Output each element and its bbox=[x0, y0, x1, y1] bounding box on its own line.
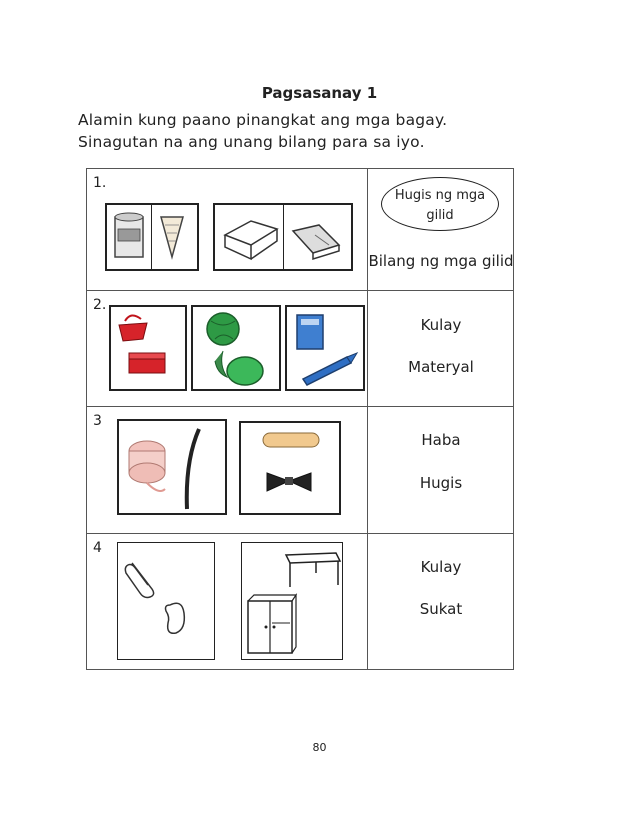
attribute-cell-4 bbox=[368, 534, 514, 670]
picture-green-objects bbox=[191, 305, 281, 391]
answer-oval: Hugis ng mga gilid bbox=[381, 177, 499, 231]
attribute-2: Hugis bbox=[419, 474, 463, 492]
can-and-cone-image bbox=[107, 205, 197, 269]
attribute-cell-1 bbox=[368, 169, 514, 291]
pictures-cell-1 bbox=[87, 169, 368, 291]
table-and-cabinet-image bbox=[242, 543, 342, 659]
exercise-row-3 bbox=[87, 407, 514, 534]
green-ball-and-fruit-image bbox=[193, 307, 279, 389]
item-number: 3 bbox=[93, 413, 102, 429]
blue-book-and-crayon-image bbox=[287, 307, 363, 389]
attribute-1: Kulay bbox=[420, 316, 462, 334]
paperclip-and-bean-image bbox=[118, 543, 214, 659]
picture-can-and-cone bbox=[105, 203, 199, 271]
pictures-cell-2 bbox=[87, 291, 368, 407]
exercise-row-4 bbox=[87, 534, 514, 670]
attribute-cell-2 bbox=[368, 291, 514, 407]
item-number: 1. bbox=[93, 175, 107, 191]
pictures-cell-4 bbox=[87, 534, 368, 670]
item-number: 4 bbox=[93, 540, 102, 556]
page-number: 80 bbox=[312, 741, 327, 754]
exercise-row-1 bbox=[87, 169, 514, 291]
picture-blue-objects bbox=[285, 305, 365, 391]
picture-bag-and-box bbox=[109, 305, 187, 391]
page-title: Pagsasanay 1 bbox=[261, 84, 378, 102]
attribute-1: Haba bbox=[421, 431, 461, 449]
bandage-and-bowtie-image bbox=[241, 423, 339, 513]
attribute-cell-3 bbox=[368, 407, 514, 534]
picture-box-and-eraser bbox=[213, 203, 353, 271]
attribute-1: Kulay bbox=[420, 558, 462, 576]
picture-table-and-cabinet bbox=[241, 542, 343, 660]
instruction-line-1: Alamin kung paano pinangkat ang mga bagay. bbox=[78, 111, 448, 129]
box-and-eraser-image bbox=[215, 205, 351, 269]
item-number: 2. bbox=[93, 297, 107, 313]
instruction-line-2: Sinagutan na ang unang bilang para sa iyo. bbox=[78, 133, 425, 151]
ribbon-and-stick-image bbox=[119, 421, 225, 513]
exercise-table bbox=[86, 168, 514, 670]
picture-ribbon-and-stick bbox=[117, 419, 227, 515]
answer-text: Bilang ng mga gilid bbox=[368, 252, 514, 270]
exercise-row-2 bbox=[87, 291, 514, 407]
attribute-2: Materyal bbox=[408, 358, 474, 376]
attribute-2: Sukat bbox=[419, 600, 463, 618]
picture-bandage-and-bowtie bbox=[239, 421, 341, 515]
picture-clip-and-bean bbox=[117, 542, 215, 660]
red-bag-and-box-image bbox=[111, 307, 185, 389]
pictures-cell-3 bbox=[87, 407, 368, 534]
